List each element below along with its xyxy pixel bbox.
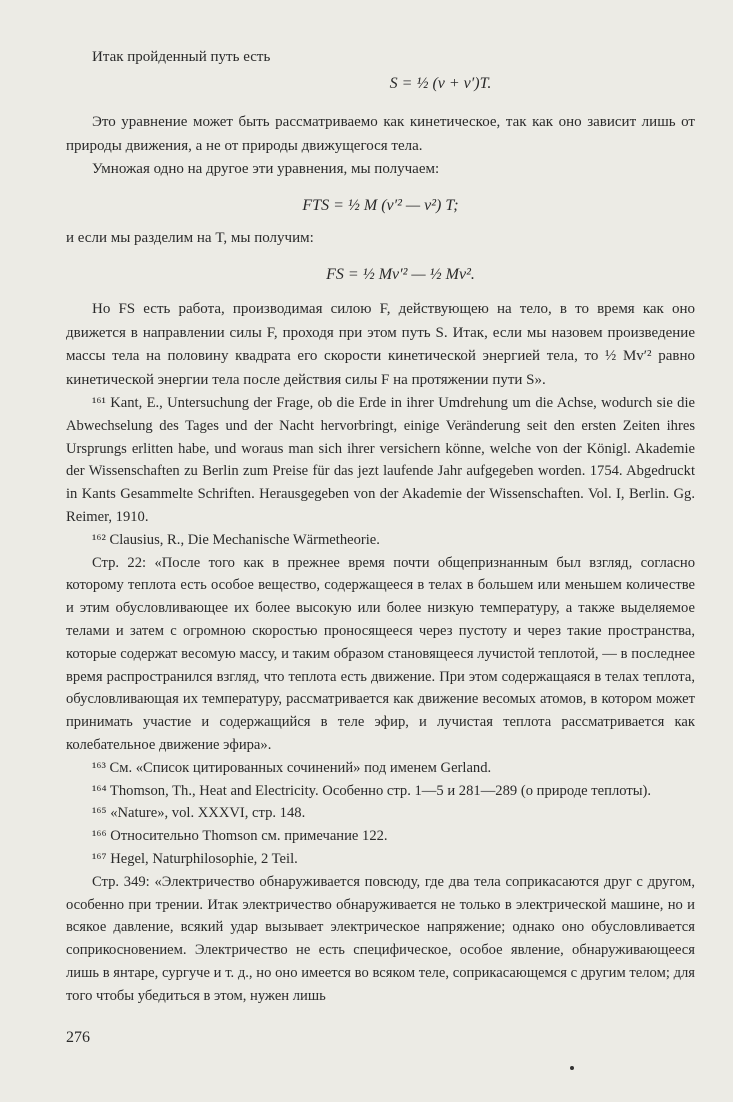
formula: FS = ½ Mv′² — ½ Mv². — [326, 265, 475, 283]
paragraph: Это уравнение может быть рассматриваемо как кинетическое, так как оно зависит лишь от природы движения, а не от природы движущегося тела. — [66, 114, 695, 154]
footnote: ¹⁶³ См. «Список цитированных сочинений» под именем Gerland. — [92, 759, 492, 776]
footnote: ¹⁶¹ Kant, E., Untersuchung der Frage, ob die Erde in ihrer Umdrehung um die Achse, wodurch sie die Abwechselung des Tages und der Nacht hervorbringt, einige Veränderung seit den ersten Zeiten ihres Ursprungs erlitten habe, und woraus man sich ihrer versichern könne, welche von der Königl. Akademie der Wissenschaften zu Berlin zum Preise für das jezt laufende Jahr aufgegeben worden. 1754. Abgedruckt in Kants Gesammelte Schriften. Herausgegeben von der Akademie der Wissenschaften. Vol. I, Berlin. Gg. Reimer, 1910. — [66, 395, 695, 525]
footnote: Стр. 349: «Электричество обнаруживается повсюду, где два тела соприкасаются друг с другом, особенно при трении. Итак электричество обнаруживается не только в электрической машине, но и всякое давление, всякий удар вызывает электрическое напряжение; однако оно обусловливается соприкосновением. Электричество не есть специфическое, особое явление, обнаруживающееся лишь в янтаре, сургуче и т. д., но оно имеется во всяком теле, соприкасающемся с другим телом; для того чтобы убедиться в этом, нужен лишь — [66, 873, 695, 1004]
page-number: 276 — [66, 1029, 90, 1046]
paragraph: Умножая одно на другое эти уравнения, мы получаем: — [92, 161, 440, 177]
footnote: ¹⁶² Clausius, R., Die Mechanische Wärmetheorie. — [92, 531, 380, 548]
footnote: Стр. 22: «После того как в прежнее время почти общепризнанным был взгляд, согласно которому теплота есть особое вещество, содержащееся в телах в большем или меньшем количестве и этим обусловливающее их более высокую или более низкую температуру, а также выделяемое телами и затем с огромною скоростью проносящееся через пустоту и через такие пространства, которые содержат весомую массу, и таким образом становящееся лучистой теплотой, — в последнее время распространился взгляд, что теплота есть движение. При этом содержащаяся в телах теплота, обусловливающая их температуру, рассматривается как движение весомых атомов, в котором может принимать участие и содержащийся в теле эфир, и лучистая теплота рассматривается как колебательное движение эфира». — [66, 554, 695, 753]
paragraph: и если мы разделим на T, мы получим: — [66, 230, 314, 246]
formula: FTS = ½ M (v′² — v²) T; — [302, 196, 459, 214]
footnote: ¹⁶⁶ Относительно Thomson см. примечание 122. — [92, 828, 388, 845]
formula: S = ½ (v + v′)T. — [389, 74, 492, 92]
paragraph: Итак пройденный путь есть — [92, 49, 271, 65]
paragraph: Но FS есть работа, производимая силою F, действующею на тело, в то время как оно движется в направлении силы F, проходя при этом путь S. Итак, если мы назовем произведение массы тела на половину квадрата его скорости кинетической энергией тела, то ½ Mv′² равно кинетической энергии тела после действия силы F на протяжении пути S». — [66, 301, 695, 388]
footnote: ¹⁶⁵ «Nature», vol. XXXVI, стр. 148. — [92, 805, 306, 822]
print-speck — [570, 1066, 574, 1070]
footnote: ¹⁶⁴ Thomson, Th., Heat and Electricity. Особенно стр. 1—5 и 281—289 (о природе теплоты). — [92, 782, 652, 799]
footnote: ¹⁶⁷ Hegel, Naturphilosophie, 2 Teil. — [92, 850, 298, 867]
